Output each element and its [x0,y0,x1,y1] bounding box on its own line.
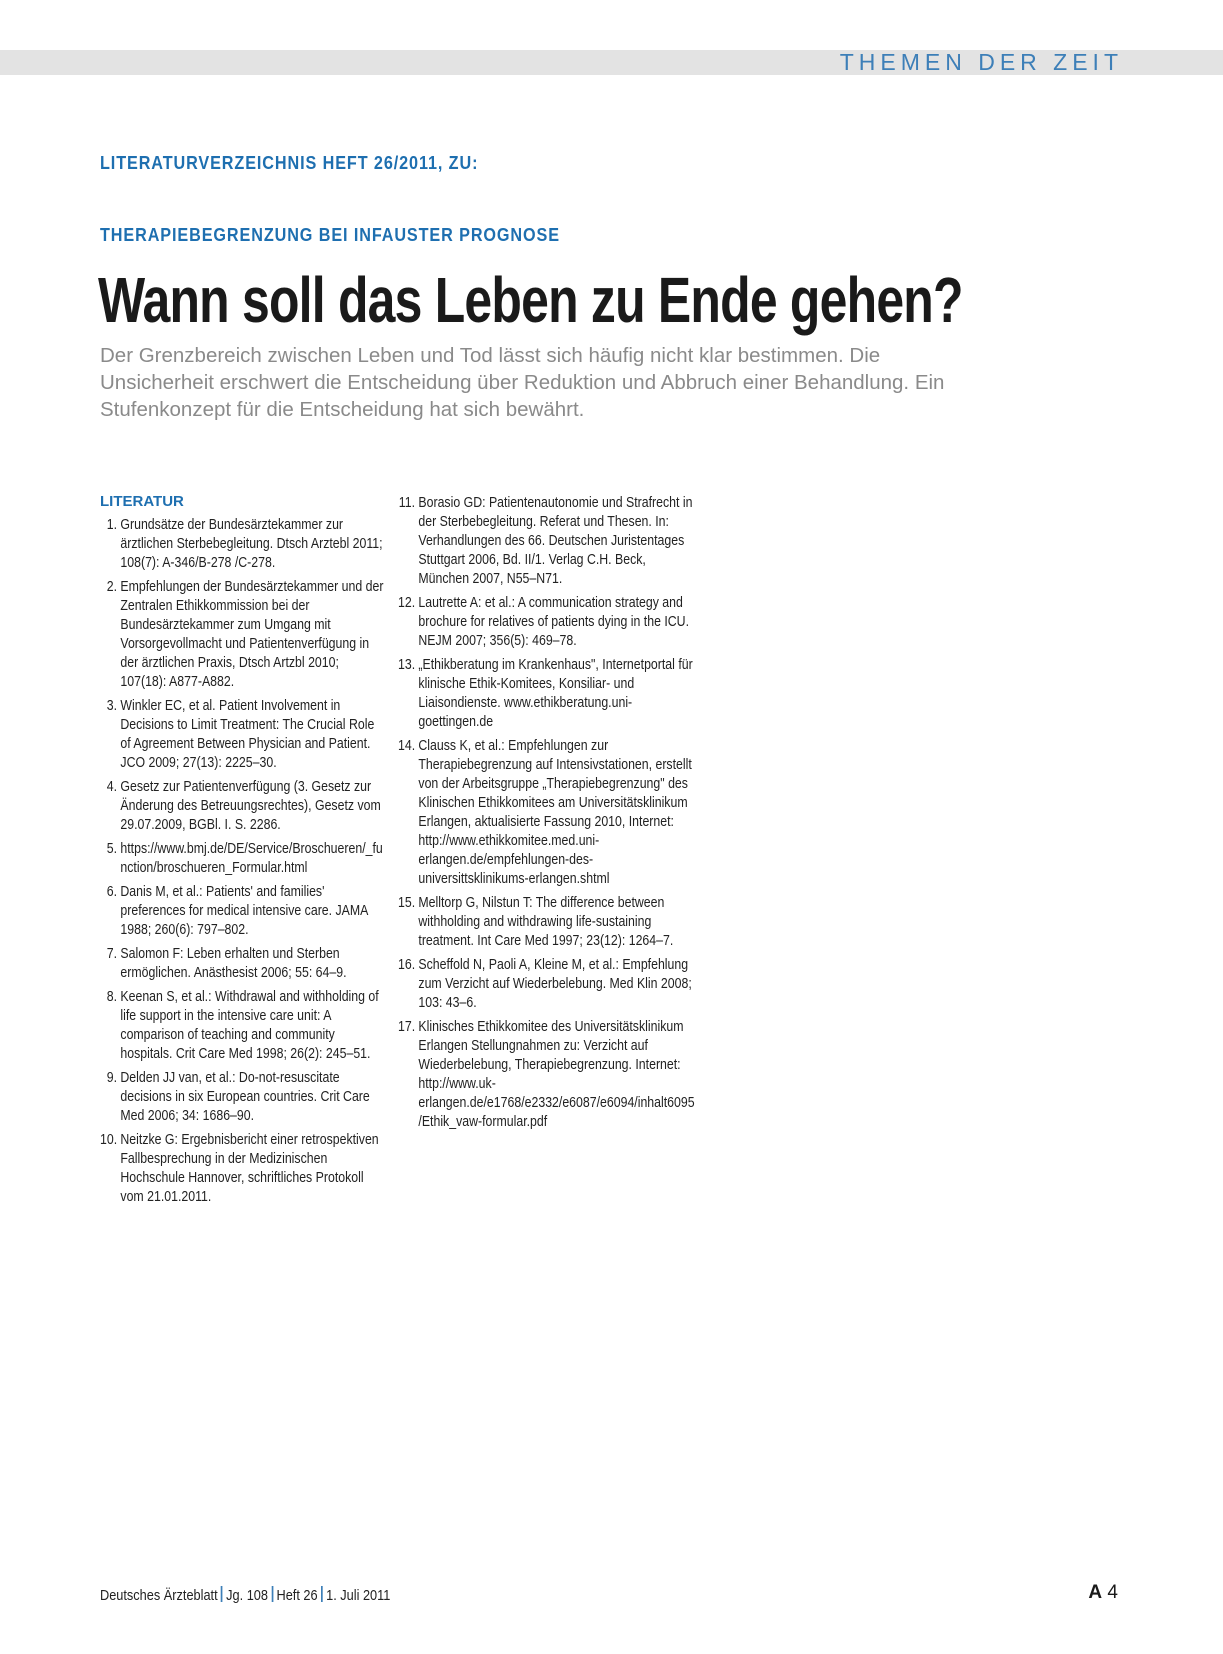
reference-number: 1. [106,517,117,533]
reference-item [100,1131,387,1207]
reference-number: 2. [106,579,117,595]
page-number-value: 4 [1107,1582,1118,1603]
reference-item [398,894,697,951]
reference-text: Delden JJ van, et al.: Do-not-resuscitate decisions in six European countries. Crit Care Med 2006; 34: 1686–90. [120,1070,370,1124]
reference-item [100,516,387,573]
reference-text: Salomon F: Leben erhalten und Sterben ermöglichen. Anästhesist 2006; 55: 64–9. [120,946,347,981]
reference-item [100,840,387,878]
literature-heading: LITERATUR [100,493,184,510]
reference-number: 4. [106,779,117,795]
footer-separator [271,1586,273,1602]
literature-column-left [100,492,384,1212]
section-label: THEMEN DER ZEIT [839,49,1123,75]
reference-text: Neitzke G: Ergebnisbericht einer retrospektiven Fallbesprechung in der Medizinischen Hochschule Hannover, schriftliches Protokoll vom 21.01.2011. [120,1132,379,1205]
reference-item [100,578,387,692]
reference-number: 8. [106,989,117,1005]
reference-text: Borasio GD: Patientenautonomie und Strafrecht in der Sterbebegleitung. Referat und Thesen. In: Verhandlungen des 66. Deutschen Juristentages Stuttgart 2006, Bd. II/1. Verlag C.H. Beck, München 2007, N55–N71. [418,495,693,587]
reference-item [100,883,387,940]
reference-item [398,494,697,589]
reference-text: Scheffold N, Paoli A, Kleine M, et al.: Empfehlung zum Verzicht auf Wiederbelebung. Med Klin 2008; 103: 43–6. [418,957,692,1011]
footer-date: 1. Juli 2011 [326,1587,391,1604]
reference-number: 3. [106,698,117,714]
reference-number: 9. [106,1070,117,1086]
page-number [1088,1582,1118,1604]
reference-item [100,945,387,983]
page-prefix: A [1088,1582,1103,1603]
reference-text: Danis M, et al.: Patients' and families' preferences for medical intensive care. JAMA 1988; 260(6): 797–802. [120,884,368,938]
reference-text: Klinisches Ethikkomitee des Universitätsklinikum Erlangen Stellungnahmen zu: Verzicht auf Wiederbelebung, Therapiebegrenzung. Internet: http://www.uk-erlangen.de/e1768/e2332/e6087/e6094/inhalt6095/Ethik_vaw-formular.pdf [418,1019,695,1130]
reference-item [398,594,697,651]
reference-number: 17. [398,1019,416,1035]
reference-number: 11. [398,495,415,511]
reference-text: Lautrette A: et al.: A communication strategy and brochure for relatives of patients dying in the ICU. NEJM 2007; 356(5): 469–78. [418,595,690,649]
footer-separator [221,1586,223,1602]
reference-text: Clauss K, et al.: Empfehlungen zur Therapiebegrenzung auf Intensivstationen, erstellt von der Arbeitsgruppe „Therapiebegrenzung" des Klinischen Ethikkomitees am Universitätsklinikum Erlangen, aktualisierte Fassung 2010, Internet: http://www.ethikkomitee.med.uni-erlangen.de/empfehlungen-des-universittsklinikums-erlangen.shtml [418,738,692,887]
topic-kicker: THERAPIEBEGRENZUNG BEI INFAUSTER PROGNOSE [100,225,560,245]
reference-number: 13. [398,657,416,673]
reference-number: 12. [398,595,416,611]
reference-number: 7. [106,946,117,962]
reference-item [398,956,697,1013]
reference-item [398,656,697,732]
reference-item [100,697,387,773]
article-title: Wann soll das Leben zu Ende gehen? [98,264,963,336]
reference-number: 16. [398,957,416,973]
reference-item [100,1069,387,1126]
article-lead: Der Grenzbereich zwischen Leben und Tod lässt sich häufig nicht klar bestimmen. Die Unsicherheit erschwert die Entscheidung über Reduktion und Abbruch einer Behandlung. Ein Stufenkonzept für die Entscheidung hat sich bewährt. [100,344,945,421]
issue-kicker: LITERATURVERZEICHNIS HEFT 26/2011, ZU: [100,153,479,173]
reference-number: 5. [106,841,117,857]
reference-item [398,737,697,889]
reference-number: 10. [100,1132,118,1148]
reference-number: 6. [106,884,117,900]
footer-issue: Heft 26 [276,1587,318,1604]
reference-item [398,1018,697,1132]
reference-list-left [100,516,384,1207]
reference-item [100,988,387,1064]
reference-number: 15. [398,895,416,911]
reference-text: Melltorp G, Nilstun T: The difference between withholding and withdrawing life-sustaining treatment. Int Care Med 1997; 23(12): 1264–7. [418,895,674,949]
footer-journal: Deutsches Ärzteblatt [100,1587,218,1604]
footer-volume: Jg. 108 [226,1587,268,1604]
reference-text: Keenan S, et al.: Withdrawal and withholding of life support in the intensive care unit: A comparison of teaching and community hospitals. Crit Care Med 1998; 26(2): 245–51. [120,989,379,1062]
literature-column-right [398,494,695,1137]
reference-link[interactable]: https://www.bmj.de/DE/Service/Broschueren/_function/broschueren_Formular.html [120,841,383,876]
reference-item [100,778,387,835]
reference-text: „Ethikberatung im Krankenhaus", Internetportal für klinische Ethik-Komitees, Konsiliar- und Liaisondienste. www.ethikberatung.uni-goettingen.de [418,657,693,730]
reference-list-right [398,494,695,1132]
reference-text: Gesetz zur Patientenverfügung (3. Gesetz zur Änderung des Betreuungsrechtes), Gesetz vom 29.07.2009, BGBl. I. S. 2286. [120,779,381,833]
footer-separator [321,1586,323,1602]
reference-number: 14. [398,738,416,754]
reference-text: Grundsätze der Bundesärztekammer zur ärztlichen Sterbebegleitung. Dtsch Arztebl 2011; 108(7): A-346/B-278 /C-278. [120,517,383,571]
reference-text: Empfehlungen der Bundesärztekammer und der Zentralen Ethikkommission bei der Bundesärztekammer zum Umgang mit Vorsorgevollmacht und Patientenverfügung in der ärztlichen Praxis, Dtsch Artzbl 2010; 107(18): A877-A882. [120,579,384,690]
reference-text: Winkler EC, et al. Patient Involvement in Decisions to Limit Treatment: The Crucial Role of Agreement Between Physician and Patient. JCO 2009; 27(13): 2225–30. [120,698,375,771]
footer-citation [100,1586,390,1604]
